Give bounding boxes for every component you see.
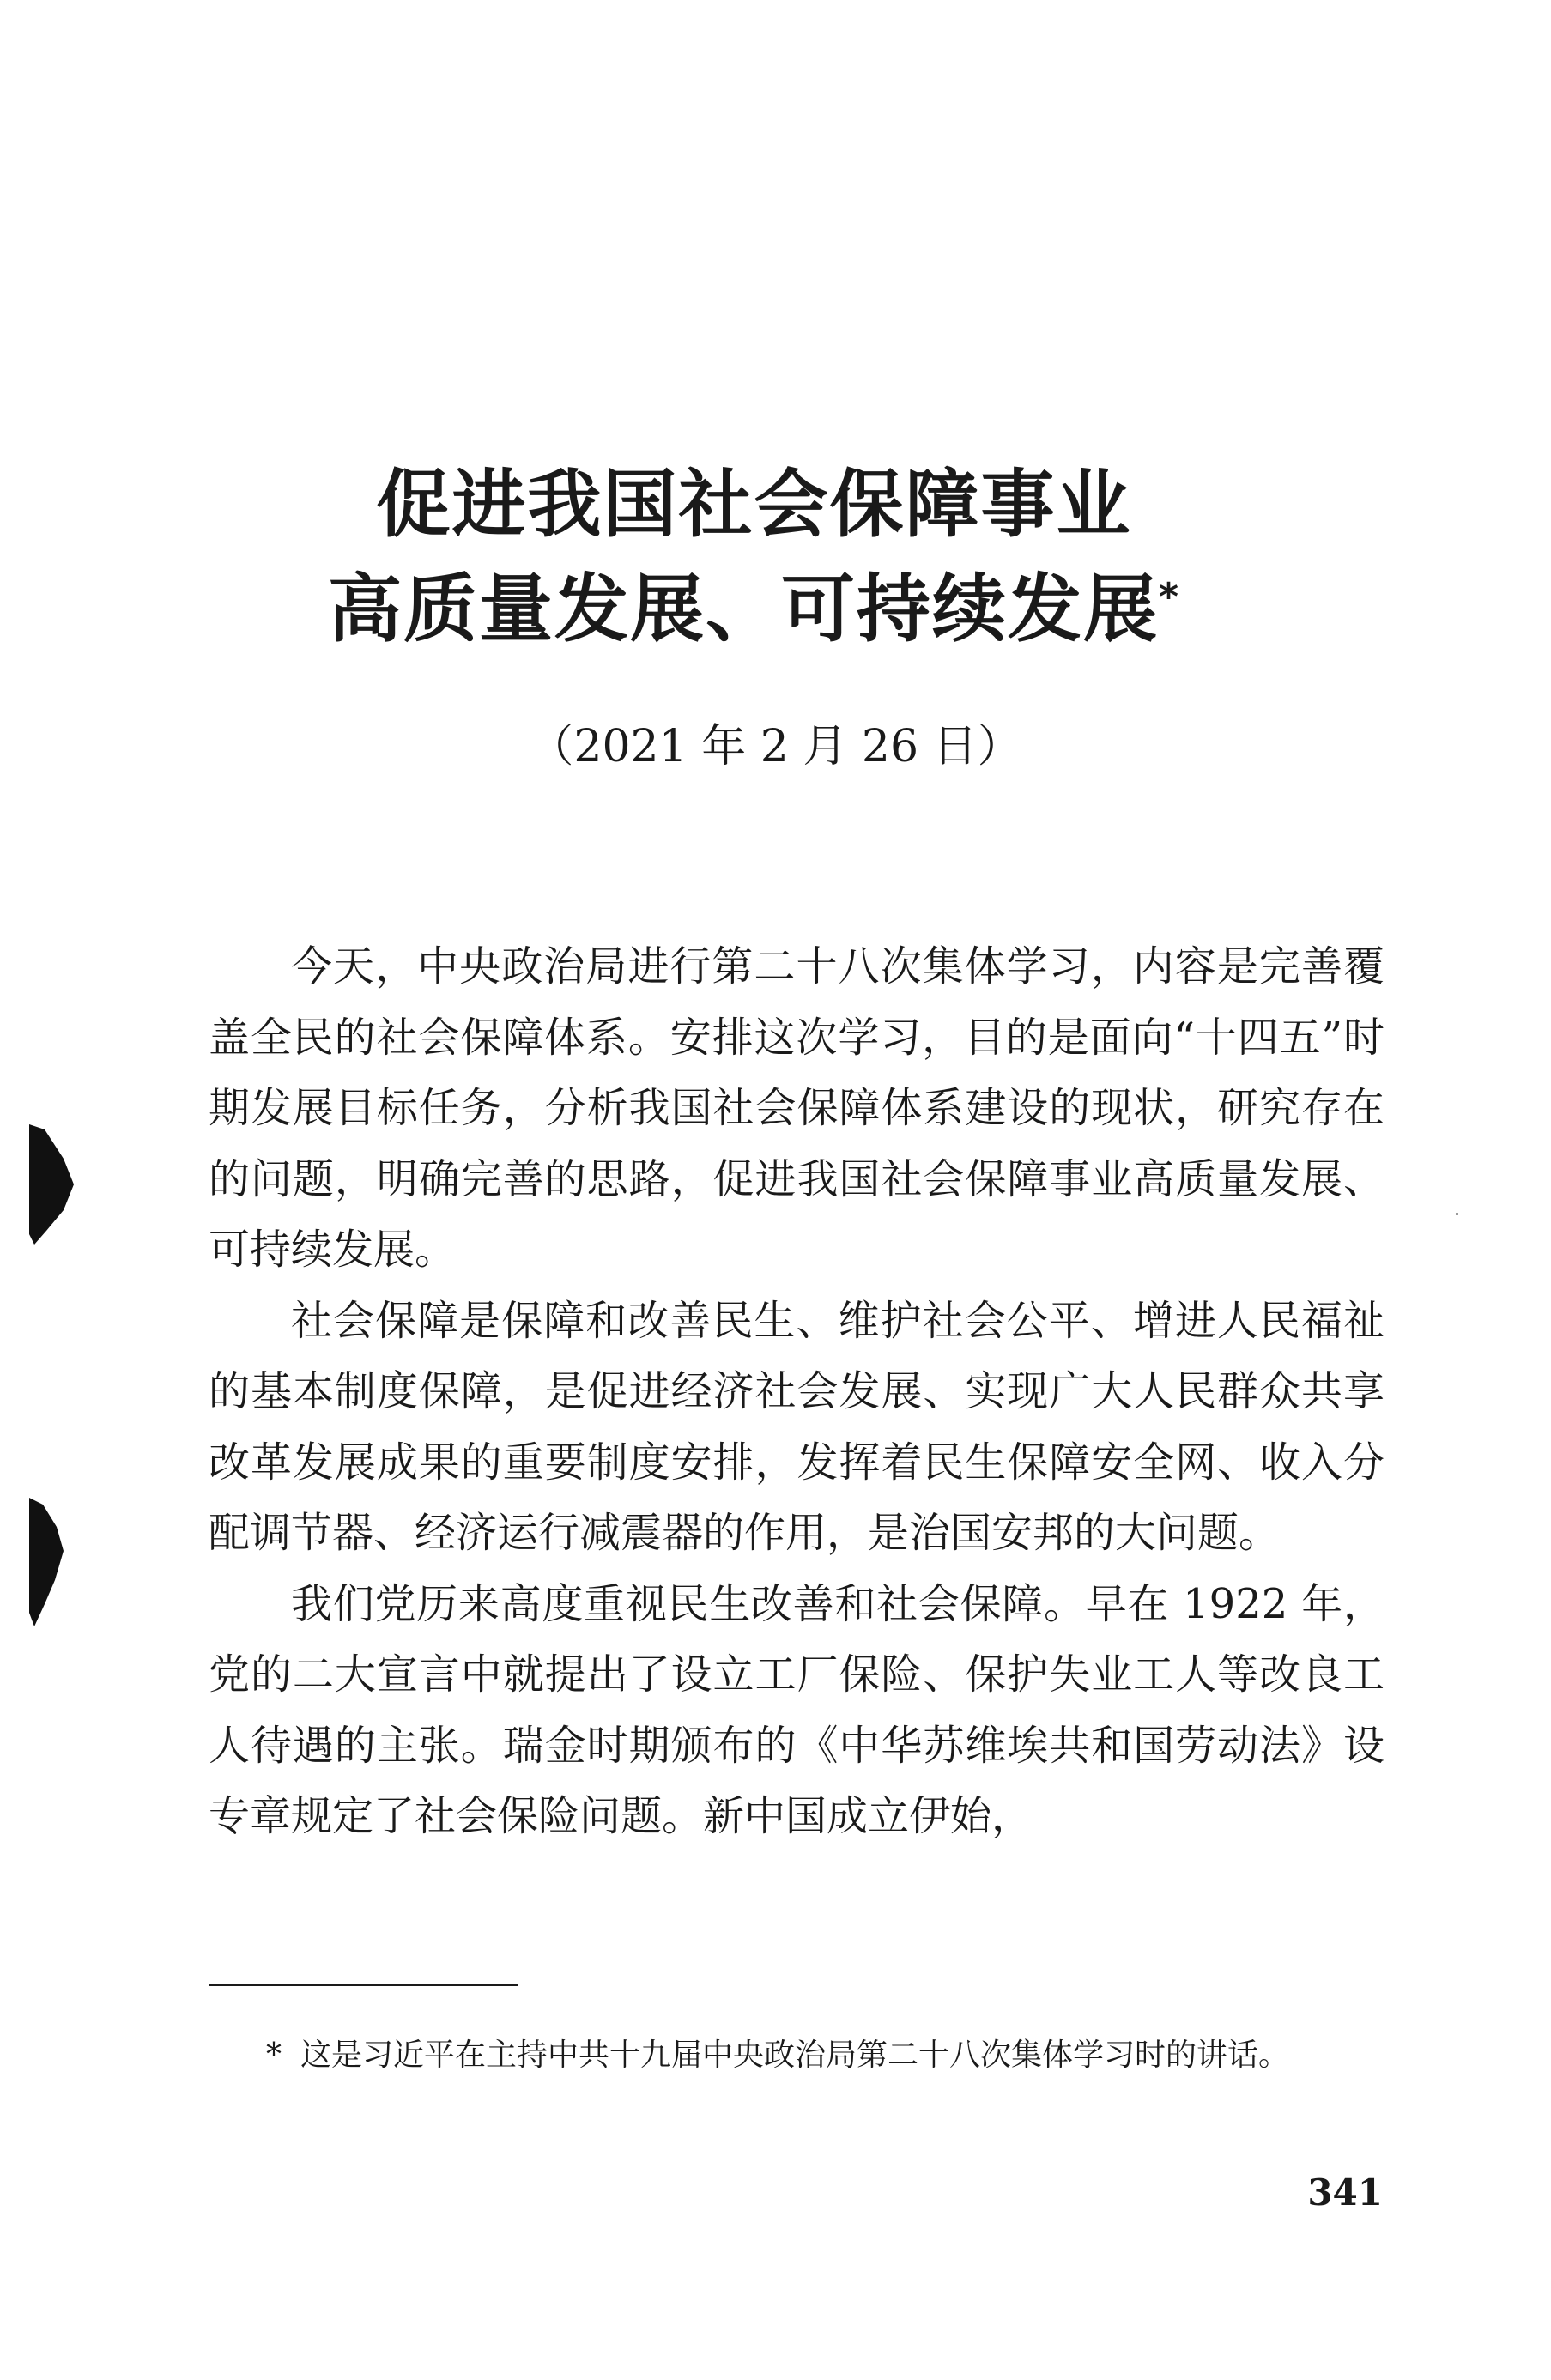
page-number: 341 [1307, 2171, 1383, 2213]
title-footnote-marker: * [1158, 575, 1180, 619]
binding-shadow-mark [26, 1498, 77, 1626]
paragraph: 我们党历来高度重视民生改善和社会保障。早在 1922 年，党的二大宣言中就提出了设立工厂保险、保护失业工人等改良工人待遇的主张。瑞金时期颁布的《中华苏维埃共和国劳动法》设专章规定了社会保险问题。新中国成立伊始， [209, 1579, 1384, 1840]
article-body [209, 931, 1384, 1852]
article-title-line-1 [0, 462, 1530, 548]
footnote-marker: * [266, 2038, 282, 2073]
footnote-separator [209, 1984, 518, 1986]
article-title-line-2 [0, 566, 1530, 652]
footnote [266, 2034, 1390, 2077]
paragraph: 社会保障是保障和改善民生、维护社会公平、增进人民福祉的基本制度保障，是促进经济社会发展、实现广大人民群众共享改革发展成果的重要制度安排，发挥着民生保障安全网、收入分配调节器、经济运行减震器的作用，是治国安邦的大问题。 [209, 1296, 1384, 1557]
scan-speck [1456, 1213, 1458, 1215]
title-line-1-text: 促进我国社会保障事业 [376, 462, 1132, 548]
paragraph: 今天，中央政治局进行第二十八次集体学习，内容是完善覆盖全民的社会保障体系。安排这次学习，目的是面向“十四五”时期发展目标任务，分析我国社会保障体系建设的现状，研究存在的问题，明确完善的思路，促进我国社会保障事业高质量发展、可持续发展。 [209, 942, 1384, 1274]
article-date: （2021 年 2 月 26 日） [529, 721, 1022, 772]
footnote-text: 这是习近平在主持中共十九届中央政治局第二十八次集体学习时的讲话。 [300, 2038, 1290, 2073]
binding-shadow-mark [26, 1124, 77, 1245]
title-line-2-text: 高质量发展、可持续发展 [327, 566, 1159, 652]
